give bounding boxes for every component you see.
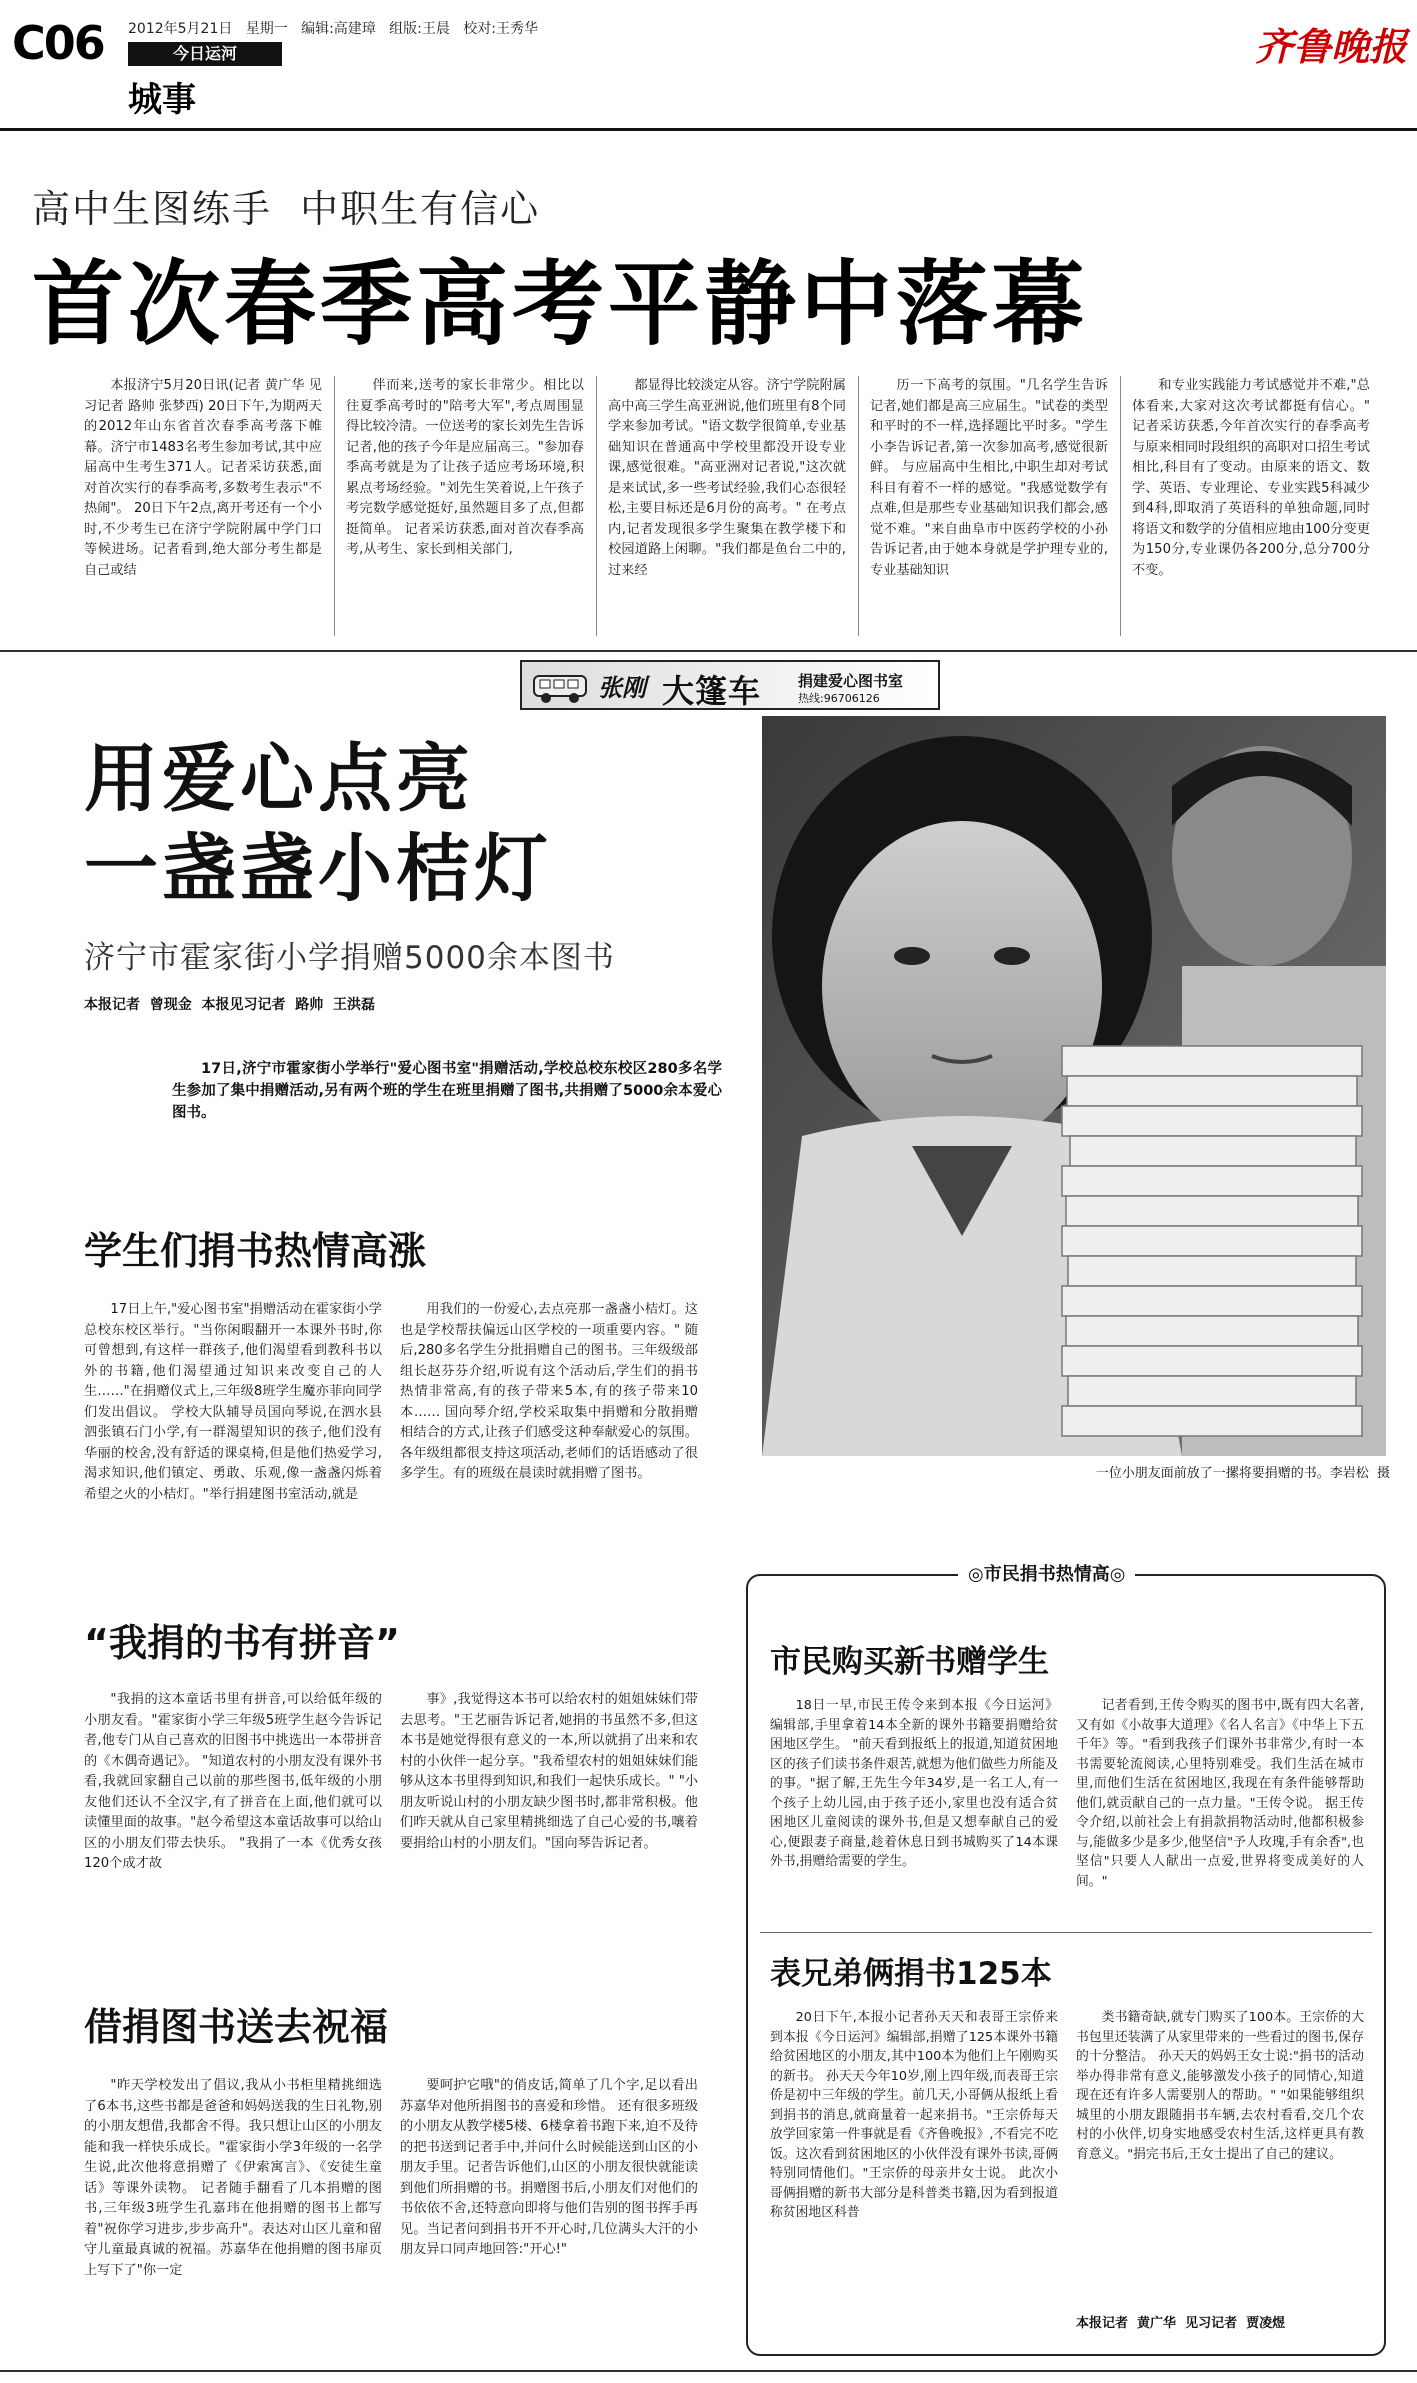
story1-col-1: 本报济宁5月20日讯(记者 黄广华 见习记者 路帅 张梦西) 20日下午,为期两天的2012年山东省首次春季高考落下帷幕。济宁市1483名考生参加考试,其中应届高中生考生371人。记者采访获悉,面对首次实行的春季高考,多数考生表示"不热闹"。 20日下午2点,离开考还有一个小时,不少考生已在济宁学院附属中学门口等候进场。记者看到,绝大部分考生都是自己或结 — [84, 378, 322, 578]
story2-headline-line1: 用爱心点亮 — [84, 736, 474, 822]
box-story-b-col-1: 20日下午,本报小记者孙天天和表哥王宗侨来到本报《今日运河》编辑部,捐赠了125本课外书籍给贫困地区的小朋友,其中100本为他们上午刚购买的新书。 孙天天今年10岁,刚上四年级,而表哥王宗侨是初中三年级的学生。前几天,小哥俩从报纸上看到捐书的消息,就商量着一起来捐书。"王宗侨每天放学回家第一件事就是看《齐鲁晚报》,不看完不吃饭。这次看到贫困地区的小伙伴没有课外书读,哥俩特别同情他们。"王宗侨的母亲井女士说。 此次小哥俩捐赠的新书大部分是科普类书籍,因为看到报道称贫困地区科普 — [770, 2010, 1058, 2220]
story2-byline: 本报记者 曾现金 本报见习记者 路帅 王洪磊 — [84, 997, 375, 1013]
photo-caption: 一位小朋友面前放了一摞将要捐赠的书。李岩松 摄 — [1095, 1466, 1390, 1481]
story1-divider — [334, 376, 335, 636]
editor-credit: 编辑:高建璋 — [301, 21, 376, 37]
sec1-col-1: 17日上午,"爱心图书室"捐赠活动在霍家街小学总校东校区举行。"当你闲暇翻开一本课外书时,你可曾想到,有这样一群孩子,他们渴望看到教科书以外的书籍,他们渴望通过知识来改变自己的人生……"在捐赠仪式上,三年级8班学生魔亦菲向同学们发出倡议。 学校大队辅导员国向琴说,在泗水县泗张镇石门小学,有一群渴望知识的孩子,他们没有华丽的校舍,没有舒适的课桌椅,但是他们热爱学习,渴求知识,他们镇定、勇敢、乐观,像一盏盏闪烁着希望之火的小桔灯。"举行捐建图书室活动,就是 — [84, 1302, 382, 1502]
banner-signature: 张刚 — [598, 673, 646, 702]
box-story-b-byline: 本报记者 黄广华 见习记者 贾凌煜 — [1076, 2316, 1286, 2331]
proof-credit: 校对:王秀华 — [463, 21, 538, 37]
banner-hotline: 热线:96706126 — [798, 692, 880, 705]
box-divider — [760, 1932, 1372, 1933]
newspaper-brand: 齐鲁晚报 — [1255, 24, 1408, 69]
story1-divider — [596, 376, 597, 636]
section-name: 城事 — [128, 80, 196, 120]
page-number: C06 — [12, 16, 104, 70]
header-rule — [0, 128, 1417, 131]
section-title-2: “我捐的书有拼音” — [84, 1621, 400, 1665]
story-kicker: 高中生图练手 中职生有信心 — [32, 187, 541, 231]
sidebar-box-label: ◎市民捐书热情高◎ — [958, 1560, 1135, 1586]
sec1-col-2: 用我们的一份爱心,去点亮那一盏盏小桔灯。这也是学校帮扶偏远山区学校的一项重要内容。" 随后,280多名学生分批捐赠自己的图书。三年级级部组长赵芬芬介绍,听说有这个活动后,学生们的捐书热情非常高,有的孩子带来5本,有的孩子带来10本…… 国向琴介绍,学校采取集中捐赠和分散捐赠相结合的方式,让孩子们感受这种奉献爱心的氛围。各年级组都很支持这项活动,老师们的话语感动了很多学生。有的班级在晨读时就捐赠了图书。 — [400, 1302, 698, 1481]
sec3-col-2: 要呵护它哦"的俏皮话,简单了几个字,足以看出苏嘉华对他所捐图书的喜爱和珍惜。 还有很多班级的小朋友从教学楼5楼、6楼拿着书跑下来,迫不及待的把书送到记者手中,并问什么时候能送到山区的小朋友手里。记者告诉他们,山区的小朋友很快就能读到他们所捐赠的书。捐赠图书后,小朋友们对他们的书依依不舍,还特意向即将与他们告别的图书挥手再见。当记者问到捐书开不开心时,几位满头大汗的小朋友异口同声地回答:"开心!" — [400, 2078, 698, 2257]
sec2-col-1: "我捐的这本童话书里有拼音,可以给低年级的小朋友看。"霍家街小学三年级5班学生赵今告诉记者,他专门从自己喜欢的旧图书中挑选出一本带拼音的《木偶奇遇记》。 "知道农村的小朋友没有课外书看,我就回家翻自己以前的那些图书,低年级的小朋友他们还认不全汉字,有了拼音在上面,他们就可以读懂里面的故事。"赵今希望这本童话故事可以给山区的小朋友们带去快乐。 "我捐了一本《优秀女孩120个成才故 — [84, 1692, 382, 1871]
section-tag: 今日运河 — [128, 42, 282, 66]
header-meta — [128, 18, 538, 38]
story-headline: 首次春季高考平静中落幕 — [32, 251, 1089, 358]
story1-col-5: 和专业实践能力考试感觉并不难,"总体看来,大家对这次考试都挺有信心。" 记者采访获悉,今年首次实行的春季高考与原来相同时段组织的高职对口招生考试相比,科目有了变动。由原来的语文、数学、英语、专业理论、专业实践5科减少到4科,即取消了英语科的单独命题,同时将语文和数学的分值相应地由100分变更为150分,专业课仍各200分,总分700分不变。 — [1132, 378, 1370, 578]
sec3-col-1: "昨天学校发出了倡议,我从小书柜里精挑细选了6本书,这些书都是爸爸和妈妈送我的生日礼物,别的小朋友想借,我都舍不得。我只想让山区的小朋友能和我一样快乐成长。"霍家街小学3年级的一名学生说,此次他将意捐赠了《伊索寓言》、《安徒生童话》等课外读物。 记者随手翻看了几本捐赠的图书,三年级3班学生孔嘉玮在他捐赠的图书上都写着"祝你学习进步,步步高升"。表达对山区儿童和留守儿童最真诚的祝福。苏嘉华在他捐赠的图书扉页上写下了"你一定 — [84, 2078, 382, 2278]
masthead — [0, 0, 1417, 130]
layout-credit: 组版:王晨 — [389, 21, 450, 37]
box-story-a-col-1: 18日一早,市民王传令来到本报《今日运河》编辑部,手里拿着14本全新的课外书籍要捐赠给贫困地区学生。 "前天看到报纸上的报道,知道贫困地区的孩子们读书条件艰苦,就想为他们做些力所能及的事。"据了解,王先生今年34岁,是一名工人,有一个孩子上幼儿园,由于孩子还小,家里也没有适合贫困地区儿童阅读的课外书,但是又想奉献自己的爱心,便跟妻子商量,趁着休息日到书城购买了14本课外书,捐赠给需要的学生。 — [770, 1698, 1058, 1869]
banner-org: 捐建爱心图书室 — [798, 672, 904, 690]
girl-with-books-photo-icon — [762, 716, 1386, 1456]
story1-col-2: 伴而来,送考的家长非常少。相比以往夏季高考时的"陪考大军",考点周围显得比较冷清。一位送考的家长刘先生告诉记者,他的孩子今年是应届高三。"参加春季高考就是为了让孩子适应考场环境,积累点考场经验。"刘先生笑着说,上午孩子考完数学感觉挺好,虽然题目多了点,但都挺简单。 记者采访获悉,面对首次春季高考,从考生、家长到相关部门, — [346, 378, 584, 557]
box-story-b-col-2: 类书籍奇缺,就专门购买了100本。王宗侨的大书包里还装满了从家里带来的一些看过的图书,保存的十分整洁。 孙天天的妈妈王女士说:"捐书的活动举办得非常有意义,能够激发小孩子的同情心,知道现在还有许多人需要别人的帮助。" "如果能够组织城里的小朋友跟随捐书车辆,去农村看看,交几个农村的小伙伴,切身实地感受农村生活,这样更具有教育意义。"捐完书后,王女士提出了自己的建议。 — [1076, 2010, 1364, 2162]
footer-rule — [0, 2370, 1417, 2372]
box-story-a-col-2: 记者看到,王传令购买的图书中,既有四大名著,又有如《小故事大道理》《名人名言》《中华上下五千年》等。"看到我孩子们课外书非常少,有时一本书需要轮流阅读,心里特别难受。我们生活在城市里,而他们生活在贫困地区,我现在有条件能够帮助他们,就贡献自己的一点力量。"王传令说。 据王传令介绍,以前社会上有捐款捐物活动时,他都积极参与,能做多少是多少,他坚信"予人玫瑰,手有余香",也坚信"只要人人献出一点爱,世界将变成美好的人间。" — [1076, 1698, 1364, 1889]
story1-divider — [1120, 376, 1121, 636]
story2-subhead: 济宁市霍家街小学捐赠5000余本图书 — [84, 940, 615, 976]
section-title-1: 学生们捐书热情高涨 — [84, 1229, 427, 1273]
banner-title: 大篷车 — [662, 672, 762, 710]
cartoon-bus-icon — [530, 668, 594, 704]
issue-date: 2012年5月21日 — [128, 21, 233, 37]
story1-col-3: 都显得比较淡定从容。济宁学院附属高中高三学生高亚洲说,他们班里有8个同学来参加考试。"语文数学很简单,专业基础知识在普通高中学校里都没开设专业课,感觉很难。"高亚洲对记者说,"这次就是来试试,多一些考试经验,我们心态很轻松,主要目标还是6月份的高考。" 在考点内,记者发现很多学生聚集在教学楼下和校园道路上闲聊。"我们都是鱼台二中的,过来经 — [608, 378, 846, 578]
story2-lead: 17日,济宁市霍家街小学举行"爱心图书室"捐赠活动,学校总校东校区280多名学生参加了集中捐赠活动,另有两个班的学生在班里捐赠了图书,共捐赠了5000余本爱心图书。 — [172, 1061, 722, 1121]
sec2-col-2: 事》,我觉得这本书可以给农村的姐姐妹妹们带去思考。"王艺丽告诉记者,她捐的书虽然不多,但这本书是她觉得很有意义的一本,所以就捐了出来和农村的小伙伴一起分享。"我希望农村的姐姐妹妹们能够从这本书里得到知识,和我们一起快乐成长。" "小朋友听说山村的小朋友缺少图书时,都非常积极。他们昨天就从自己家里精挑细选了自己心爱的书,嚷着要捐给山村的小朋友们。"国向琴告诉记者。 — [400, 1692, 698, 1851]
story2-headline-line2: 一盏盏小桔灯 — [84, 826, 552, 912]
box-story-b-title: 表兄弟俩捐书125本 — [770, 1956, 1052, 1992]
news-photo — [762, 716, 1386, 1456]
section-title-3: 借捐图书送去祝福 — [84, 2005, 389, 2049]
story1-col-4: 历一下高考的氛围。"几名学生告诉记者,她们都是高三应届生。"试卷的类型和平时的不一样,选择题比平时多。"学生小李告诉记者,第一次参加高考,感觉很新鲜。 与应届高中生相比,中职生却对考试科目有着不一样的感觉。"我感觉数学有点难,但是那些专业基础知识我们都会,感觉不难。"来自曲阜市中医药学校的小孙告诉记者,由于她本身就是学护理专业的,专业基础知识 — [870, 378, 1108, 578]
story1-bottom-rule — [0, 650, 1417, 652]
weekday: 星期一 — [245, 21, 288, 37]
column-banner — [520, 660, 940, 710]
story1-divider — [858, 376, 859, 636]
box-story-a-title: 市民购买新书赠学生 — [770, 1644, 1049, 1680]
